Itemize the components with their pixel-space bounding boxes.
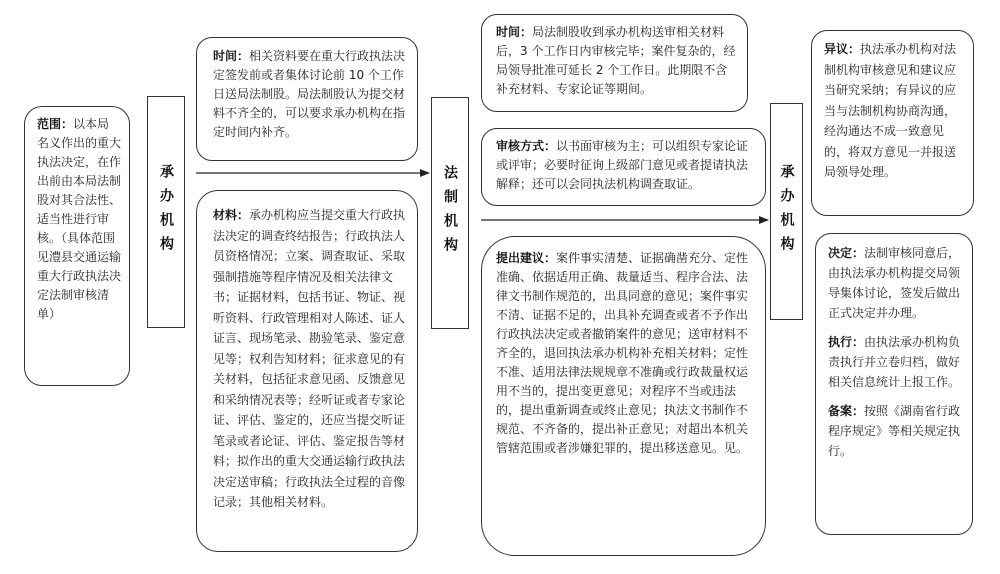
review-time-body: 局法制股收到承办机构送审相关材料后，3 个工作日内审核完毕；案件复杂的，经局领导批准可延长 2 个工作日。此期限不含补充材料、专家论证等期间。	[496, 25, 736, 96]
objection-label: 异议：	[824, 42, 861, 56]
decision-label: 决定：	[828, 246, 865, 260]
review-method-label: 审核方式：	[496, 139, 557, 153]
review-time-label: 时间：	[496, 25, 533, 39]
filing-body: 按照《湖南省行政程序规定》等相关规定执行。	[828, 404, 961, 458]
objection-body: 执法承办机构对法制机构审核意见和建议应当研究采纳；有异议的应当与法制机构协商沟通，经沟通达不成一致意见的，将双方意见一并报送局领导处理。	[824, 42, 957, 179]
scope-label: 范围：	[37, 117, 74, 131]
decision-body: 法制审核同意后，由执法承办机构提交局领导集体讨论，签发后做出正式决定并办理。	[828, 246, 961, 320]
node-org-right-label: 承办机构	[778, 163, 795, 260]
node-legal-label: 法制机构	[442, 165, 458, 261]
submission-time-body: 相关资料要在重大行政执法决定签发前或者集体讨论前 10 个工作日送局法制股。局法制股认为提交材料不齐全的，可以要求承办机构在指定时间内补齐。	[213, 49, 406, 139]
filing-label: 备案：	[828, 404, 865, 418]
review-advice-label: 提出建议：	[496, 251, 557, 265]
submission-materials-body: 承办机构应当提交重大行政执法决定的调查终结报告；行政执法人员资格情况；立案、调查取证、采取强制措施等程序情况及相关法律文书；证据材料，包括书证、物证、视听资料、行政管理相对人陈述、证人证言、现场笔录、勘验笔录、鉴定意见等；权利告知材料；征求意见的有关材料，包括征求意见函、反馈意见和采纳情况表等；经听证或者专家论证、评估、鉴定的，还应当提交听证笔录或者论证、评估、鉴定报告等材料；拟作出的重大交通运输行政执法决定送审稿；行政执法全过程的音像记录；其他相关材料。	[213, 208, 406, 509]
submission-time-label: 时间：	[213, 49, 250, 63]
node-org-left-label: 承办机构	[158, 164, 174, 260]
review-advice-body: 案件事实清楚、证据确凿充分、定性准确、依据适用正确、裁量适当、程序合法、法律文书制作规范的，出具同意的意见；案件事实不清、证据不足的，出具补充调查或者不予作出行政执法决定或者撤销案件的意见；送审材料不齐全的，退回执法承办机构补充相关材料；定性不准、适用法律法规规章不准确或行政裁量权运用不当的，提出变更意见；对程序不当或违法的，提出重新调查或终止意见；执法文书制作不规范、不齐备的，提出补正意见；对超出本机关管辖范围或者涉嫌犯罪的，提出移送意见。见。	[496, 251, 749, 455]
execute-body: 由执法承办机构负责执行并立卷归档，做好相关信息统计上报工作。	[828, 335, 961, 389]
scope-body: 以本局名义作出的重大执法决定，在作出前由本局法制股对其合法性、适当性进行审核。（具体范围见澧县交通运输重大行政执法决定法制审核清单）	[37, 117, 122, 321]
execute-label: 执行：	[828, 335, 865, 349]
review-method-body: 以书面审核为主；可以组织专家论证或评审；必要时征询上级部门意见或者提请执法解释；还可以会同执法机构调查取证。	[496, 139, 749, 191]
submission-materials-label: 材料：	[213, 208, 250, 222]
